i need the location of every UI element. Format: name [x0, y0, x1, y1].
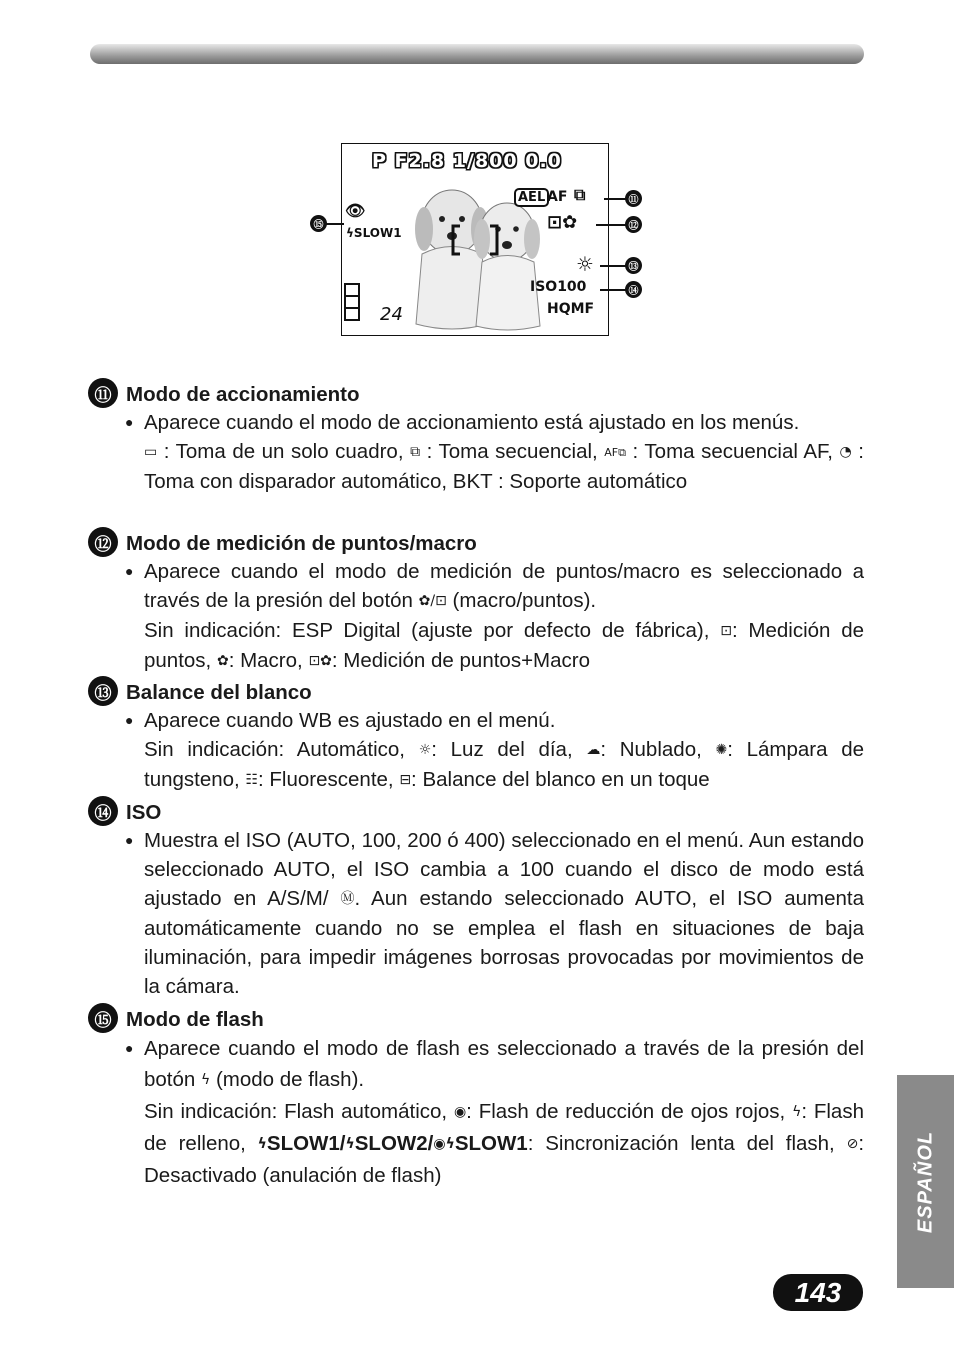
section-title: Modo de flash — [126, 1008, 264, 1031]
section-title: Modo de medición de puntos/macro — [126, 532, 477, 555]
self-timer-icon: ◔ — [839, 444, 852, 461]
section-spot-macro — [88, 527, 864, 672]
flash-icon: ϟ — [257, 1136, 267, 1153]
tungsten-icon: ✺ — [715, 742, 728, 759]
bullet-icon: ● — [125, 414, 134, 430]
callout-11: ⑪ — [625, 190, 642, 207]
section-number: ⑮ — [88, 1003, 118, 1033]
macro-spot-button-icon: ✿/⊡ — [418, 593, 447, 610]
callout-14: ⑭ — [625, 281, 642, 298]
section-flash-mode — [88, 1003, 864, 1193]
af-sequential-icon: AF⧉ — [604, 446, 626, 460]
one-touch-wb-icon: ⊟ — [399, 772, 412, 789]
iso-indicator: ISO100 — [530, 279, 587, 295]
section-title: Balance del blanco — [126, 681, 312, 704]
bullet-icon: ● — [125, 832, 134, 848]
section-body: ● Aparece cuando el modo de accionamiento está ajustado en los menús. ▭ : Toma de un solo cuadro, ⧉ : Toma secuencial, AF⧉ : Toma secuencial AF, ◔ : Toma con disparador automático, BKT : Soporte automático — [144, 408, 864, 496]
single-frame-icon: ▭ — [144, 444, 158, 461]
section-title: Modo de accionamiento — [126, 383, 360, 406]
section-iso — [88, 796, 864, 1001]
section-number: ⑭ — [88, 796, 118, 826]
callout-12: ⑫ — [625, 216, 642, 233]
redeye-icon: 👁 — [345, 201, 366, 220]
flash-icon: ϟ — [201, 1072, 211, 1089]
lcd-display-figure — [341, 143, 609, 336]
redeye-icon: ◉ — [453, 1104, 467, 1121]
macro-icon: ✿ — [216, 653, 229, 670]
section-number: ⑪ — [88, 378, 118, 408]
flash-slow-indicator: ϟSLOW1 — [346, 226, 402, 240]
lcd-top-readout: P F2.8 1/800 0.0 — [372, 150, 562, 172]
spot-macro-icon: ⊡✿ — [308, 653, 332, 670]
bullet-icon: ● — [125, 712, 134, 728]
section-body: ● Aparece cuando el modo de medición de puntos/macro es seleccionado a través de la presión del botón ✿/⊡ (macro/puntos). Sin indicación: ESP Digital (ajuste por defecto de fábrica), ⊡: Medición de puntos, ✿: Macro, ⊡✿: Medición de puntos+Macro — [144, 557, 864, 676]
sun-icon: ☼ — [576, 252, 594, 276]
header-bar — [90, 44, 864, 64]
my-mode-icon: Ⓜ — [340, 891, 355, 908]
bullet-icon: ● — [125, 1040, 134, 1056]
frame-counter: 24 — [380, 304, 403, 325]
flash-icon: ϟ — [345, 1136, 355, 1153]
af-indicator: AF — [547, 189, 568, 205]
cloudy-icon: ☁ — [586, 742, 601, 759]
flash-icon: ϟ — [445, 1136, 455, 1153]
page-number: 143 — [773, 1274, 863, 1311]
section-body: ● Aparece cuando WB es ajustado en el menú. Sin indicación: Automático, ☼: Luz del día, ☁: Nublado, ✺: Lámpara de tungsteno, ☷: Fluorescente, ⊟: Balance del blanco en un toque — [144, 706, 864, 795]
fluorescent-icon: ☷ — [245, 772, 259, 789]
daylight-icon: ☼ — [418, 742, 432, 759]
ael-indicator: AEL — [514, 188, 549, 207]
section-title: ISO — [126, 801, 162, 824]
spot-icon: ⊡ — [720, 623, 732, 640]
language-tab: ESPAÑOL — [897, 1075, 954, 1288]
callout-15: ⑮ — [310, 215, 327, 232]
section-drive-mode — [88, 378, 864, 523]
section-body: ● Muestra el ISO (AUTO, 100, 200 ó 400) seleccionado en el menú. Aun estando seleccionado AUTO, el ISO cambia a 100 cuando el disco de modo está ajustado en A/S/M/ Ⓜ. Aun estando seleccionado AUTO, el ISO aumenta automáticamente cuando no se emplea el flash en situaciones de baja iluminación, para impedir imágenes borrosas provocadas por movimientos de la cámara. — [144, 826, 864, 1001]
callout-13: ⑬ — [625, 257, 642, 274]
bullet-icon: ● — [125, 563, 134, 579]
quality-indicator: HQMF — [547, 301, 595, 317]
redeye-icon: ◉ — [433, 1136, 446, 1153]
flash-off-icon: ⊘ — [846, 1136, 859, 1153]
sequential-icon: ⧉ — [410, 444, 421, 461]
section-white-balance — [88, 676, 864, 796]
spot-macro-icon: ⊡✿ — [547, 212, 578, 233]
section-body: ● Aparece cuando el modo de flash es seleccionado a través de la presión del botón ϟ (modo de flash). Sin indicación: Flash automático, ◉: Flash de reducción de ojos rojos, ϟ: Flash de relleno, ϟSLOW1/ϟSLOW2/◉ϟSLOW1: Sincronización lenta del flash, ⊘: Desactivado (anulación de flash) — [144, 1033, 864, 1191]
section-number: ⑬ — [88, 676, 118, 706]
fill-flash-icon: ϟ — [792, 1104, 802, 1121]
sequential-icon: ⧉ — [574, 185, 586, 204]
section-number: ⑫ — [88, 527, 118, 557]
